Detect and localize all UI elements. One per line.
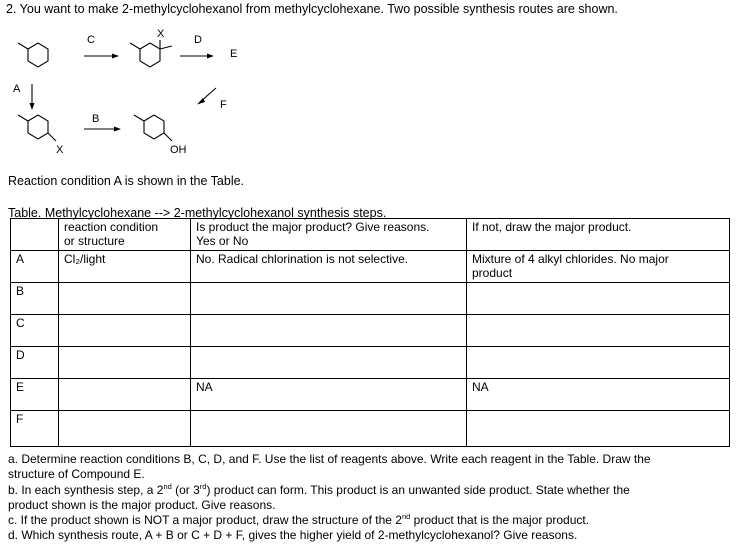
- header-draw-line1: If not, draw the major product.: [472, 220, 632, 234]
- condition-cell[interactable]: Cl₂/light: [59, 251, 191, 283]
- substituent-x-bottom: X: [56, 144, 64, 156]
- major-product-line1: Mixture of 4 alkyl chlorides. No major: [472, 252, 669, 266]
- major-product-cell[interactable]: [467, 315, 730, 347]
- major-product-line2: product: [472, 266, 513, 280]
- header-draw-major: [467, 219, 730, 251]
- question-c: c. If the product shown is NOT a major product, draw the structure of the 2nd product that is the major product.: [8, 512, 590, 528]
- answer-cell[interactable]: [191, 315, 467, 347]
- table-row: [11, 315, 730, 347]
- condition-cell[interactable]: [59, 347, 191, 379]
- label-c: C: [87, 34, 95, 46]
- table-row: [11, 347, 730, 379]
- answer-cell[interactable]: NA: [191, 379, 467, 411]
- header-condition-line1: reaction condition: [64, 220, 159, 234]
- major-product-cell[interactable]: [467, 347, 730, 379]
- question-a-line1: a. Determine reaction conditions B, C, D, and F. Use the list of reagents above. Write each reagent in the Table. Draw the: [8, 452, 651, 466]
- major-product-cell[interactable]: [467, 283, 730, 315]
- header-major-line1: Is product the major product? Give reasons.: [196, 220, 430, 234]
- molecule-methylcyclohexane: [18, 43, 48, 67]
- intro-text: Reaction condition A is shown in the Table.: [8, 174, 245, 188]
- synthesis-scheme: [0, 18, 300, 168]
- row-label: E: [11, 379, 59, 411]
- molecule-2-methylcyclohexanol: [134, 115, 172, 141]
- table-caption: Table. Methylcyclohexane --> 2-methylcyclohexanol synthesis steps.: [8, 206, 387, 220]
- substituent-x-top: X: [157, 28, 165, 40]
- condition-cell[interactable]: [59, 411, 191, 447]
- question-parts: [8, 452, 734, 544]
- arrow-a: [30, 84, 35, 110]
- synthesis-table: [10, 218, 730, 447]
- substituent-oh: OH: [170, 144, 187, 156]
- condition-cell[interactable]: [59, 379, 191, 411]
- row-label: C: [11, 315, 59, 347]
- header-major-line2: Yes or No: [196, 234, 249, 248]
- table-header-row: [11, 219, 730, 251]
- answer-cell[interactable]: [191, 283, 467, 315]
- question-b-line2: product shown is the major product. Give reasons.: [8, 497, 276, 512]
- row-label: D: [11, 347, 59, 379]
- condition-cell[interactable]: [59, 283, 191, 315]
- question-b-line1: b. In each synthesis step, a 2nd (or 3rd) product can form. This product is an unwanted side product. State whether the: [8, 481, 630, 497]
- arrow-b: [84, 127, 121, 132]
- molecule-secondary-halide: [18, 115, 56, 141]
- molecule-tertiary-halide: [130, 40, 172, 67]
- label-e: E: [230, 48, 238, 60]
- header-condition-line2: or structure: [64, 234, 125, 248]
- condition-cell[interactable]: [59, 315, 191, 347]
- arrow-f: [197, 88, 216, 105]
- header-condition: [59, 219, 191, 251]
- major-product-cell[interactable]: [467, 251, 730, 283]
- table-row: [11, 411, 730, 447]
- table-row: [11, 379, 730, 411]
- arrow-d: [180, 54, 214, 59]
- question-a-line2: structure of Compound E.: [8, 467, 145, 482]
- header-step-cell: [11, 219, 59, 251]
- table-row: [11, 283, 730, 315]
- label-a: A: [13, 83, 21, 95]
- question-d: d. Which synthesis route, A + B or C + D + F, gives the higher yield of 2-methylcyclohexanol? Give reasons.: [8, 528, 578, 543]
- answer-cell[interactable]: [191, 411, 467, 447]
- question-title: 2. You want to make 2-methylcyclohexanol from methylcyclohexane. Two possible synthesis routes are shown.: [6, 2, 618, 16]
- label-f: F: [220, 99, 227, 111]
- arrow-c: [84, 54, 119, 59]
- label-d: D: [194, 34, 202, 46]
- major-product-cell[interactable]: NA: [467, 379, 730, 411]
- label-b: B: [92, 113, 100, 125]
- answer-cell[interactable]: No. Radical chlorination is not selective.: [191, 251, 467, 283]
- header-major-product: [191, 219, 467, 251]
- major-product-cell[interactable]: [467, 411, 730, 447]
- table-row: [11, 251, 730, 283]
- row-label: A: [11, 251, 59, 283]
- row-label: B: [11, 283, 59, 315]
- row-label: F: [11, 411, 59, 447]
- answer-cell[interactable]: [191, 347, 467, 379]
